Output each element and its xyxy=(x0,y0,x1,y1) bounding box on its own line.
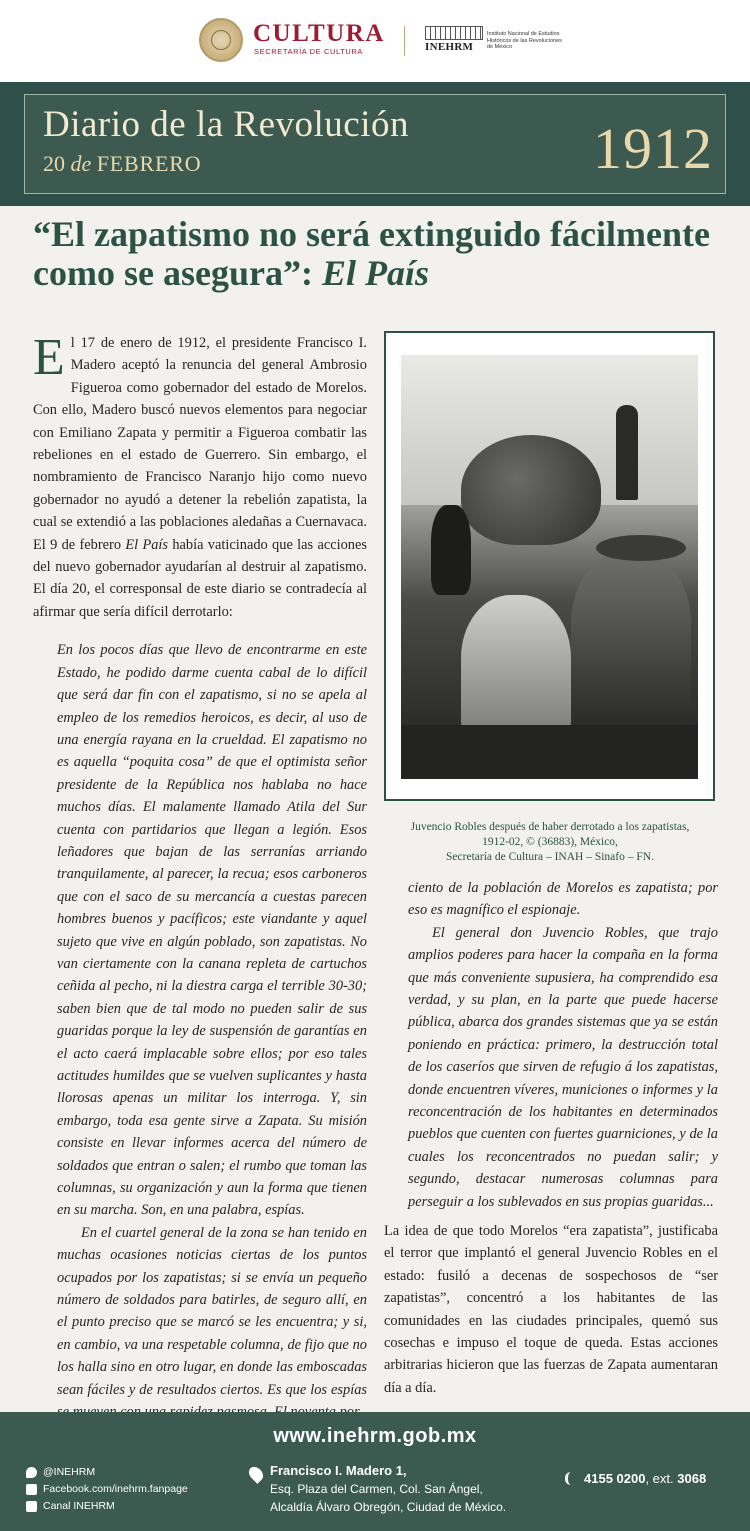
logo-divider xyxy=(404,26,405,56)
headline-source: El País xyxy=(321,253,429,293)
cultura-logo-text: CULTURA xyxy=(253,20,385,47)
closing-paragraph xyxy=(384,1220,718,1399)
address-line-1: Francisco I. Madero 1, xyxy=(270,1463,407,1478)
quote-paragraph-3: El general don Juvencio Robles, que trajo amplios poderes para hacer la compaña en la forma que más conveniente supusiera, ha comprendido esa verdad, y su plan, en la parte que puede hacerse pública, abarca dos grandes sistemas que ya se están poniendo en práctica: primero, la destrucción total de los caseríos que sirven de refugio á los zapatistas, donde encuentren víveres, municiones o informes y la reconcentración de los habitantes en determinados pueblos que cuenten con fuertes guarniciones, y de la cuales los reconcentrados no puedan salir; y segundo, destacar numerosas columnas para perseguir a los sublevados en sus propias guaridas... xyxy=(408,924,718,1210)
cultura-subtitle: SECRETARÍA DE CULTURA xyxy=(254,47,364,56)
intro-paragraph xyxy=(33,329,367,623)
phone-icon xyxy=(565,1472,574,1485)
address-line-2: Esq. Plaza del Carmen, Col. San Ángel, xyxy=(270,1482,483,1496)
phone-extension: 3068 xyxy=(677,1471,707,1486)
banner-date xyxy=(43,151,201,177)
drop-cap: E xyxy=(33,329,65,386)
quote-paragraph-2: En el cuartel general de la zona se han tenido en muchas ocasiones noticias ciertas de los puntos ocupados por los zapatistas; si se envía un pequeño número de soldados para batirles, de seguro allí, en el punto preciso que se marcó se les encuentra; y si, en cambio, va una respetable columna, de fijo que no los halla sino en otro lugar, en donde las emboscadas sean fáciles y de resultados ciertos. Es que los espías xyxy=(57,1224,367,1398)
national-seal-logo xyxy=(199,18,243,62)
intro-source: El País xyxy=(125,536,169,553)
intro-text-1: l 17 de enero de 1912, el presidente Francisco I. Madero aceptó la renuncia del general Ambrosio Figueroa como gobernador del estado de Morelos. Con ello, Madero buscó nuevos elementos para negociar con Emiliano Zapata y permitir a Figueroa combatir las rebeliones en el estado de Guerrero. Sin embargo, el nombramiento de Francisco Naranjo hijo como nuevo gobernador no ayudó a detener la rebelión zapatista, la cual se extendió a las poblaciones aledañas a Cuernavaca. El 9 de febrero xyxy=(33,335,367,553)
historical-photo xyxy=(401,355,698,779)
quote-paragraph-1: En los pocos días que llevo de encontrarme en este Estado, he podido darme cuenta cabal de lo difícil que será dar fin con el zapatismo, si no se apela al empleo de los remedios heroicos, es decir, al uso de una energía rayana en la crueldad. El zapatismo no es aquella “poquita cosa” de que el optimista señor presidente de la República nos hablaba no hace muchos días. El malamente llamado Atila del Sur cuenta con partidarios que llegan a legión. Esos leñadores que bajan de las serranías arriando tranquilamente, al parecer, la recua; esos carboneros que con el saco de su mercancía a cuestas parecen hombres buenos y pacíficos; este viandante y aquel sujeto que vive en algún poblado, son zapatistas. No van ciertamente con la canana repleta de cartuchos ceñida al pecho, ni la diestra carga el terrible 30-30; saben bien que de tal modo no pueden salir de sus guaridas porque la ley de suspensión de garantías en el acto caerá implacable sobre ellos; por eso tales actitudes humildes que se vuelven suplicantes y hasta llorosas apenas un militar los interroga. Y, sin embargo, toda esa gente sirve a Zapata. Su misión consiste en llevar informes acerca del número de soldados que entran o salen; el rumbo que toman las columnas, su organización y aun la forma que tienen en su marcha. Son, en una palabra, espías. xyxy=(57,642,367,1219)
photo-frame xyxy=(384,331,715,801)
website-link[interactable]: www.inehrm.gob.mx xyxy=(273,1425,477,1447)
twitter-icon xyxy=(26,1467,37,1478)
banner-panel xyxy=(24,94,726,194)
banner-title: Diario de la Revolución xyxy=(43,104,409,145)
title-banner xyxy=(0,82,750,206)
youtube-icon xyxy=(26,1501,37,1512)
date-month: FEBRERO xyxy=(96,151,202,176)
caption-line-1: Juvencio Robles después de haber derrotado a los zapatistas, xyxy=(410,821,690,833)
caption-line-2: 1912-02, © (36883), México, xyxy=(482,836,618,848)
inehrm-full-name: Instituto Nacional de Estudios Históricos de las Revoluciones de México xyxy=(487,31,562,50)
banner-year: 1912 xyxy=(593,116,713,181)
caption-line-3: Secretaría de Cultura – INAH – Sinafo – FN. xyxy=(446,851,654,863)
photo-caption xyxy=(400,820,700,865)
date-de: de xyxy=(70,151,92,176)
inehrm-building-icon xyxy=(425,26,483,40)
article-headline xyxy=(33,215,723,293)
intro-text-2: había vaticinado que las acciones del nuevo gobernador ayudarían al destruir al zapatismo. El día 20, el corresponsal de este diario se contradecía al afirmar que sería difícil derrotarlo: xyxy=(33,536,367,620)
facebook-icon xyxy=(26,1484,37,1495)
twitter-link[interactable] xyxy=(26,1464,188,1481)
twitter-handle: @INEHRM xyxy=(43,1466,96,1478)
headline-text: “El zapatismo no será extinguido fácilmente como se asegura”: xyxy=(33,214,710,293)
social-links xyxy=(26,1464,188,1515)
date-day: 20 xyxy=(43,151,65,176)
footer xyxy=(0,1412,750,1531)
closing-text: La idea de que todo Morelos “era zapatista”, justificaba el terror que implantó el general Juvencio Robles en el estado: fusiló a decenas de sospechosos de “ser zapatistas”, concentró a los habitantes de las comunidades en las ciudades principales, quemó sus cosechas e impuso el toque de queda. Estas acciones arbitrarias hicieron que las fuerzas de Zapata aumentaran día a día. xyxy=(384,1223,718,1396)
address-line-3: Alcaldía Álvaro Obregón, Ciudad de México. xyxy=(270,1500,507,1514)
youtube-link[interactable] xyxy=(26,1498,188,1515)
quote-block-left xyxy=(33,639,367,1423)
youtube-channel: Canal INEHRM xyxy=(43,1500,115,1512)
quote-block-right xyxy=(384,877,718,1213)
facebook-link[interactable] xyxy=(26,1481,188,1498)
address-block xyxy=(250,1462,506,1516)
phone-number[interactable]: 4155 0200 xyxy=(584,1471,646,1486)
header-logos xyxy=(0,0,750,82)
left-column xyxy=(33,329,367,1424)
phone-block xyxy=(565,1471,706,1486)
facebook-url: Facebook.com/inehrm.fanpage xyxy=(43,1483,188,1495)
inehrm-logo-text: INEHRM xyxy=(425,41,474,53)
phone-ext-label: , ext. xyxy=(645,1471,678,1486)
quote-paragraph-2-cont: ciento de la población de Morelos es zapatista; por eso es magnífico el espionaje. xyxy=(408,880,718,919)
